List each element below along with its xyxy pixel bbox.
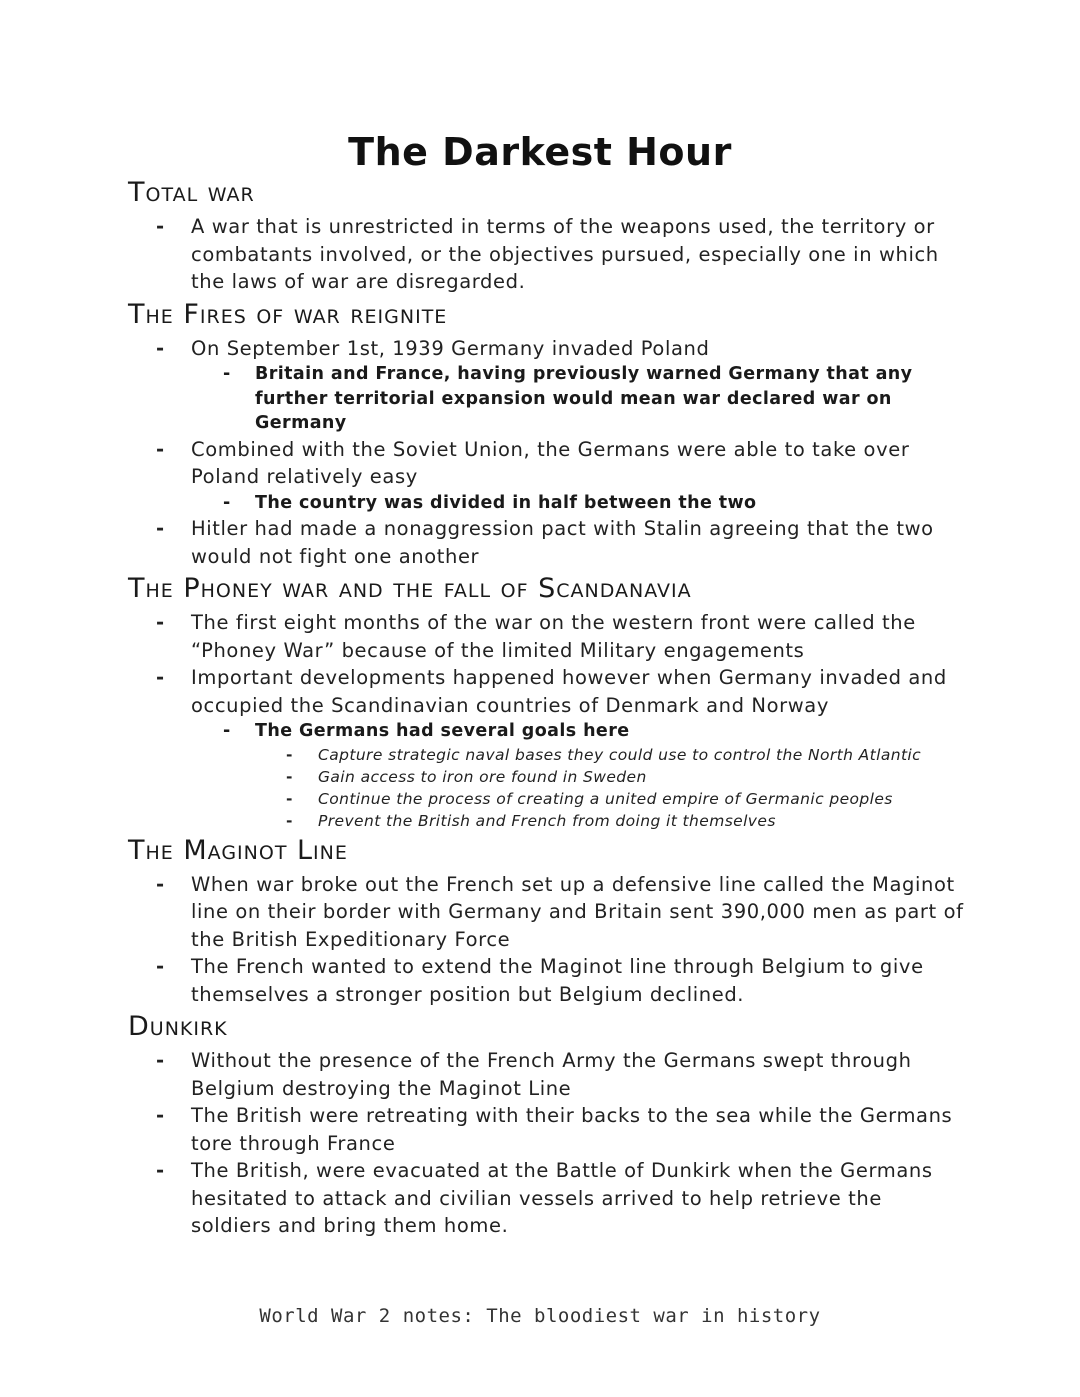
dash-icon: -	[156, 1104, 165, 1127]
sub-sub-bullet-item	[128, 788, 968, 810]
bullet-item	[128, 436, 968, 491]
dash-icon: -	[156, 215, 165, 238]
bullet-text: The French wanted to extend the Maginot line through Belgium to give themselves a stronger position but Belgium declined.	[191, 955, 924, 1006]
section-heading: The Maginot Line	[128, 834, 348, 866]
dash-icon: -	[156, 517, 165, 540]
bullet-text: Continue the process of creating a united empire of Germanic peoples	[318, 789, 893, 808]
dash-icon: -	[156, 1159, 165, 1182]
dash-icon: -	[223, 721, 231, 741]
dash-icon: -	[156, 666, 165, 689]
bullet-text: Prevent the British and French from doing it themselves	[318, 811, 776, 830]
dash-icon: -	[156, 336, 165, 360]
bullet-text: Important developments happened however when Germany invaded and occupied the Scandinavian countries of Denmark and Norway	[191, 666, 947, 717]
bullet-item	[128, 335, 968, 363]
sub-bullet-item	[128, 362, 968, 436]
sub-bullet-item	[128, 719, 968, 744]
bullet-text: On September 1st, 1939 Germany invaded Poland	[191, 336, 710, 360]
section-heading: The Phoney war and the fall of Scandanavia	[128, 573, 692, 604]
bullet-text: When war broke out the French set up a defensive line called the Maginot line on their border with Germany and Britain sent 390,000 men as part of the British Expeditionary Force	[191, 872, 964, 951]
bullet-item	[128, 213, 968, 296]
dash-icon: -	[223, 492, 231, 513]
bullet-text: The British, were evacuated at the Battle of Dunkirk when the Germans hesitated to attack and civilian vessels arrived to help retrieve the soldiers and bring them home.	[191, 1159, 933, 1237]
dash-icon: -	[156, 437, 165, 461]
sub-sub-bullet-item	[128, 766, 968, 788]
dash-icon: -	[223, 364, 231, 384]
dash-icon: -	[156, 955, 165, 978]
sub-bullet-item	[128, 491, 968, 516]
bullet-item	[128, 1102, 968, 1157]
sub-sub-bullet-item	[128, 744, 968, 766]
bullet-item	[128, 871, 968, 954]
sub-sub-bullet-item	[128, 810, 968, 832]
page-title: The Darkest Hour	[348, 130, 732, 174]
section-total-war	[128, 176, 968, 296]
bullet-item	[128, 609, 968, 664]
bullet-item	[128, 953, 968, 1008]
dash-icon: -	[286, 767, 293, 786]
bullet-text: Combined with the Soviet Union, the Germans were able to take over Poland relatively easy	[191, 437, 910, 488]
bullet-text: Capture strategic naval bases they could use to control the North Atlantic	[318, 745, 922, 764]
dash-icon: -	[286, 745, 293, 764]
bullet-item	[128, 1047, 968, 1102]
bullet-text: Gain access to iron ore found in Sweden	[318, 767, 647, 786]
bullet-item	[128, 664, 968, 719]
bullet-item	[128, 1157, 968, 1240]
dash-icon: -	[156, 1049, 165, 1072]
section-maginot-line	[128, 834, 968, 1009]
dash-icon: -	[286, 789, 293, 808]
bullet-text: A war that is unrestricted in terms of the weapons used, the territory or combatants involved, or the objectives pursued, especially one in which the laws of war are disregarded.	[191, 215, 939, 293]
notes-content	[128, 176, 968, 1240]
bullet-text: Britain and France, having previously warned Germany that any further territorial expansion would mean war declared war on Germany	[255, 364, 913, 433]
section-fires-of-war	[128, 298, 968, 571]
page-footer: World War 2 notes: The bloodiest war in history	[259, 1305, 821, 1327]
bullet-text: The Germans had several goals here	[255, 721, 630, 741]
dash-icon: -	[286, 811, 293, 830]
dash-icon: -	[156, 872, 165, 896]
bullet-item	[128, 515, 968, 570]
bullet-text: Without the presence of the French Army the Germans swept through Belgium destroying the Maginot Line	[191, 1049, 912, 1100]
bullet-text: The British were retreating with their backs to the sea while the Germans tore through France	[191, 1104, 953, 1155]
section-phoney-war	[128, 572, 968, 832]
bullet-text: Hitler had made a nonaggression pact with Stalin agreeing that the two would not fight one another	[191, 517, 934, 568]
dash-icon: -	[156, 611, 165, 634]
section-heading: Total war	[128, 177, 255, 208]
section-dunkirk	[128, 1010, 968, 1240]
bullet-text: The country was divided in half between the two	[255, 492, 757, 513]
bullet-text: The first eight months of the war on the western front were called the “Phoney War” because of the limited Military engagements	[191, 611, 916, 662]
section-heading: Dunkirk	[128, 1011, 228, 1042]
section-heading: The Fires of war reignite	[128, 298, 448, 330]
